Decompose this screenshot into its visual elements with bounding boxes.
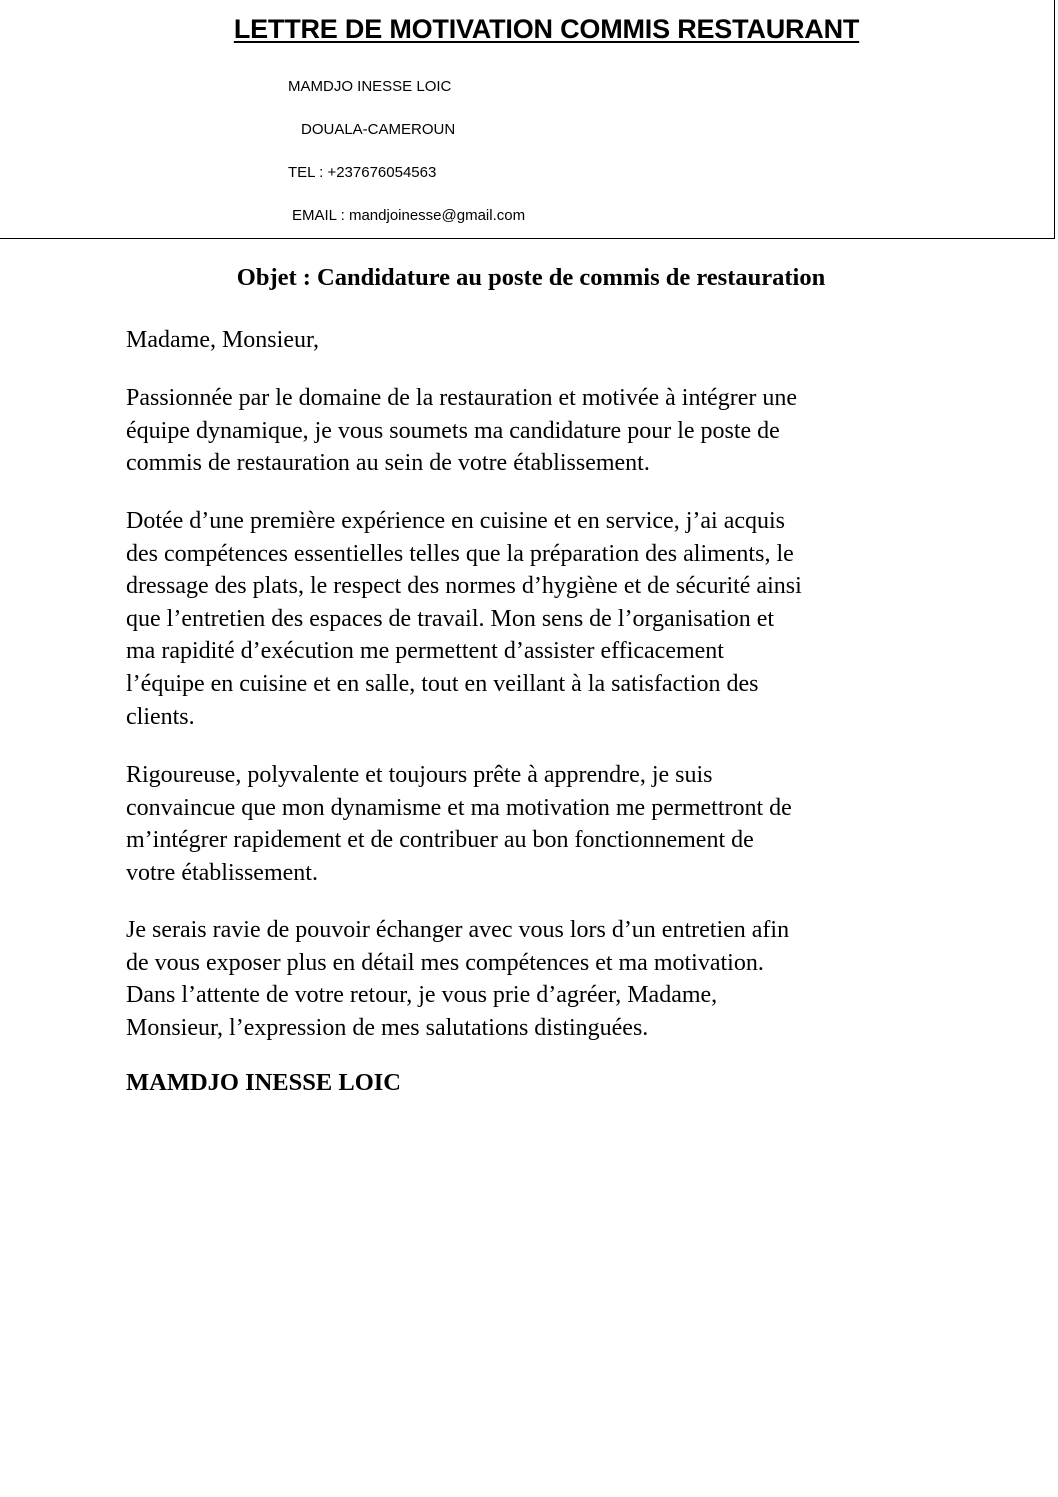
contact-phone: TEL : +237676054563 — [288, 164, 437, 181]
letter-paragraph-1 — [126, 382, 946, 480]
paragraph-line: votre établissement. — [126, 859, 318, 886]
paragraph-line: clients. — [126, 703, 195, 730]
paragraph-line: de vous exposer plus en détail mes compétences et ma motivation. — [126, 949, 764, 976]
paragraph-line: m’intégrer rapidement et de contribuer au bon fonctionnement de — [126, 827, 754, 854]
paragraph-line: convaincue que mon dynamisme et ma motivation me permettront de — [126, 794, 792, 821]
greeting-line: Madame, Monsieur, — [126, 327, 319, 353]
paragraph-line: Je serais ravie de pouvoir échanger avec vous lors d’un entretien afin — [126, 917, 790, 943]
paragraph-line: Dotée d’une première expérience en cuisine et en service, j’ai acquis — [126, 508, 786, 534]
contact-city: DOUALA-CAMEROUN — [301, 121, 456, 138]
letter-greeting — [126, 324, 946, 357]
paragraph-line: commis de restauration au sein de votre établissement. — [126, 450, 650, 477]
contact-email: EMAIL : mandjoinesse@gmail.com — [292, 207, 526, 224]
document-title: LETTRE DE MOTIVATION COMMIS RESTAURANT — [233, 14, 860, 44]
contact-name: MAMDJO INESSE LOIC — [288, 78, 452, 95]
paragraph-line: équipe dynamique, je vous soumets ma candidature pour le poste de — [126, 417, 780, 444]
paragraph-line: des compétences essentielles telles que la préparation des aliments, le — [126, 540, 794, 567]
paragraph-line: Passionnée par le domaine de la restauration et motivée à intégrer une — [126, 385, 798, 411]
letter-paragraph-4 — [126, 914, 946, 1044]
letter-paragraph-3 — [126, 759, 946, 889]
letter-paragraph-2 — [126, 505, 946, 733]
paragraph-line: que l’entretien des espaces de travail. Mon sens de l’organisation et — [126, 605, 775, 632]
paragraph-line: ma rapidité d’exécution me permettent d’assister efficacement — [126, 638, 724, 665]
paragraph-line: Rigoureuse, polyvalente et toujours prête à apprendre, je suis — [126, 762, 713, 788]
paragraph-line: Dans l’attente de votre retour, je vous prie d’agréer, Madame, — [126, 982, 718, 1009]
letter-signature: MAMDJO INESSE LOIC — [126, 1069, 401, 1096]
letter-subject: Objet : Candidature au poste de commis de restauration — [236, 264, 826, 291]
paragraph-line: Monsieur, l’expression de mes salutations distinguées. — [126, 1014, 649, 1041]
paragraph-line: dressage des plats, le respect des normes d’hygiène et de sécurité ainsi — [126, 573, 802, 600]
paragraph-line: l’équipe en cuisine et en salle, tout en veillant à la satisfaction des — [126, 670, 759, 697]
